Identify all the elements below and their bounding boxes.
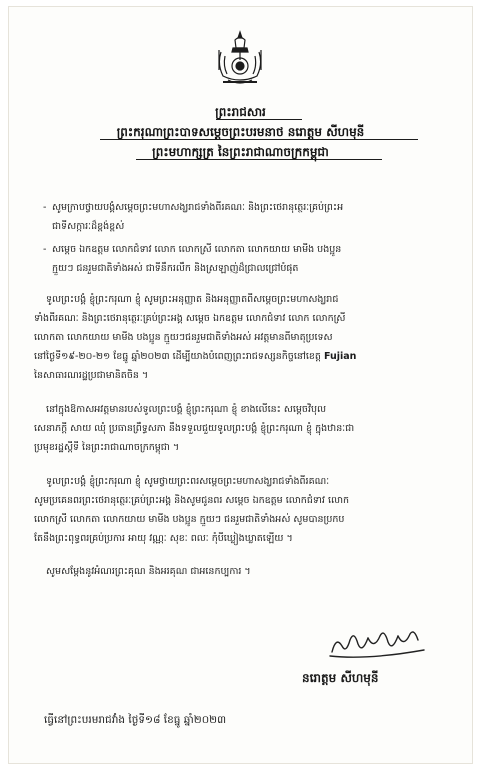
- paragraph-blessing: [34, 472, 454, 548]
- bullet-line: ជាទីសក្ការៈដ៏ខ្ពង់ខ្ពស់: [52, 221, 125, 232]
- letter-page: [8, 6, 473, 764]
- paragraph-line: ទាំងពីរគណៈ និងព្រះថេរានុត្ថេរៈគ្រប់ព្រះអង្គ សម្តេច ឯកឧត្តម លោកជំទាវ លោក លោកស្រី: [34, 313, 346, 324]
- paragraph-line: សេនាភក្តី សាយ ឈុំ ប្រធានព្រឹទ្ធសភា នឹងទទួលជួយទូលព្រះបង្គំ ខ្ញុំព្រះករុណា ខ្ញុំ ក្នុងឋានៈជា: [34, 423, 355, 434]
- paragraph-line: នៅក្នុងឱកាសអវត្តមានរបស់ទូលព្រះបង្គំ ខ្ញុំព្រះករុណា ខ្ញុំ ខាងលើនេះ សម្តេចវិបុល: [46, 404, 327, 415]
- header-underline: [136, 159, 382, 160]
- royal-signature-icon: [328, 626, 428, 660]
- paragraph-line: តែនឹងព្រះពុទ្ធពរគ្រប់ប្រការ អាយុ វណ្ណៈ សុខៈ ពលៈ កុំបីឃ្លៀងឃ្លាតឡើយ ។: [34, 533, 293, 544]
- header-underline: [216, 119, 302, 120]
- province-name: Fujian: [323, 351, 357, 362]
- bullet-line: សម្តេច ឯកឧត្តម លោកជំទាវ លោក លោកស្រី លោកតា លោកយាយ មាមីង បងប្អូន: [52, 244, 342, 255]
- header-king-title: ព្រះមហាក្សត្រ នៃព្រះរាជាណាចក្រកម្ពុជា: [152, 145, 329, 159]
- paragraph-line: ទូលព្រះបង្គំ ខ្ញុំព្រះករុណា ខ្ញុំ សូមព្រះអនុញ្ញាត និងអនុញ្ញាតពីសម្តេចព្រះមហាសង្ឃរាជ: [46, 294, 339, 305]
- paragraph-line: [34, 347, 454, 366]
- header-title: ព្រះរាជសារ: [215, 105, 266, 119]
- paragraph-line-text: នៅថ្ងៃទី១៩-២០-២១ ខែធ្នូ ឆ្នាំ២០២៣ ដើម្បីយាងបំពេញព្រះរាជទស្សនកិច្ចនៅខេត្ត: [34, 351, 321, 362]
- bullet-line: ក្មួយៗ ជនរួមជាតិទាំងអស់ ជាទីនឹករលឹក និងស្រឡាញ់ដ៏ជ្រាលជ្រៅបំផុត: [52, 263, 299, 274]
- bullet-item: [43, 240, 448, 278]
- paragraph-acting-head: [34, 400, 454, 457]
- paragraph-line: លោកតា លោកយាយ មាមីង បងប្អូន ក្មួយៗជនរួមជាតិទាំងអស់ អវត្តមានពីមាតុប្រទេស: [34, 332, 333, 343]
- issue-date: ធ្វើនៅព្រះបរមរាជវាំង ថ្ងៃទី១៨ ខែធ្នូ ឆ្នាំ២០២៣: [44, 714, 227, 726]
- paragraph-line: ទូលព្រះបង្គំ ខ្ញុំព្រះករុណា ខ្ញុំ សូមថ្វាយព្រះពរសម្តេចព្រះមហាសង្ឃរាជទាំងពីរគណៈ: [46, 476, 330, 487]
- royal-coat-of-arms-icon: [213, 30, 267, 88]
- paragraph-line: នៃសាធារណរដ្ឋប្រជាមានិតចិន ។: [34, 370, 149, 381]
- bullet-item: [43, 198, 448, 236]
- paragraph-line: សូមប្រគេនពរព្រះថេរានុត្ថេរៈគ្រប់ព្រះអង្គ និងសូមជូនពរ សម្តេច ឯកឧត្តម លោកជំទាវ លោក: [34, 495, 350, 506]
- paragraph-line: លោកស្រី លោកតា លោកយាយ មាមីង បងប្អូន ក្មួយៗ ជនរួមជាតិទាំងអស់ សូមបានប្រកប: [34, 514, 345, 525]
- paragraph-absence: [34, 290, 454, 385]
- bullet-dash: -: [43, 244, 47, 255]
- bullet-line: សូមក្រាបថ្វាយបង្គំសម្តេចព្រះមហាសង្ឃរាជទាំងពីរគណៈ និងព្រះថេរានុត្ថេរៈគ្រប់ព្រះអ: [52, 202, 344, 213]
- signature-name: នរោត្តម សីហមុនី: [302, 671, 379, 685]
- closing-line: សូមសម្តែងនូវអំណរព្រះគុណ និងអរគុណ ជាអនេកប្បការ ។: [46, 566, 251, 577]
- bullet-dash: -: [43, 202, 47, 213]
- header-underline: [100, 139, 418, 140]
- header-king-name: ព្រះករុណាព្រះបាទសម្តេចព្រះបរមនាថ នរោត្តម សីហមុនី: [116, 125, 365, 139]
- paragraph-line: ប្រមុខរដ្ឋស្តីទី នៃព្រះរាជាណាចក្រកម្ពុជា ។: [34, 442, 180, 453]
